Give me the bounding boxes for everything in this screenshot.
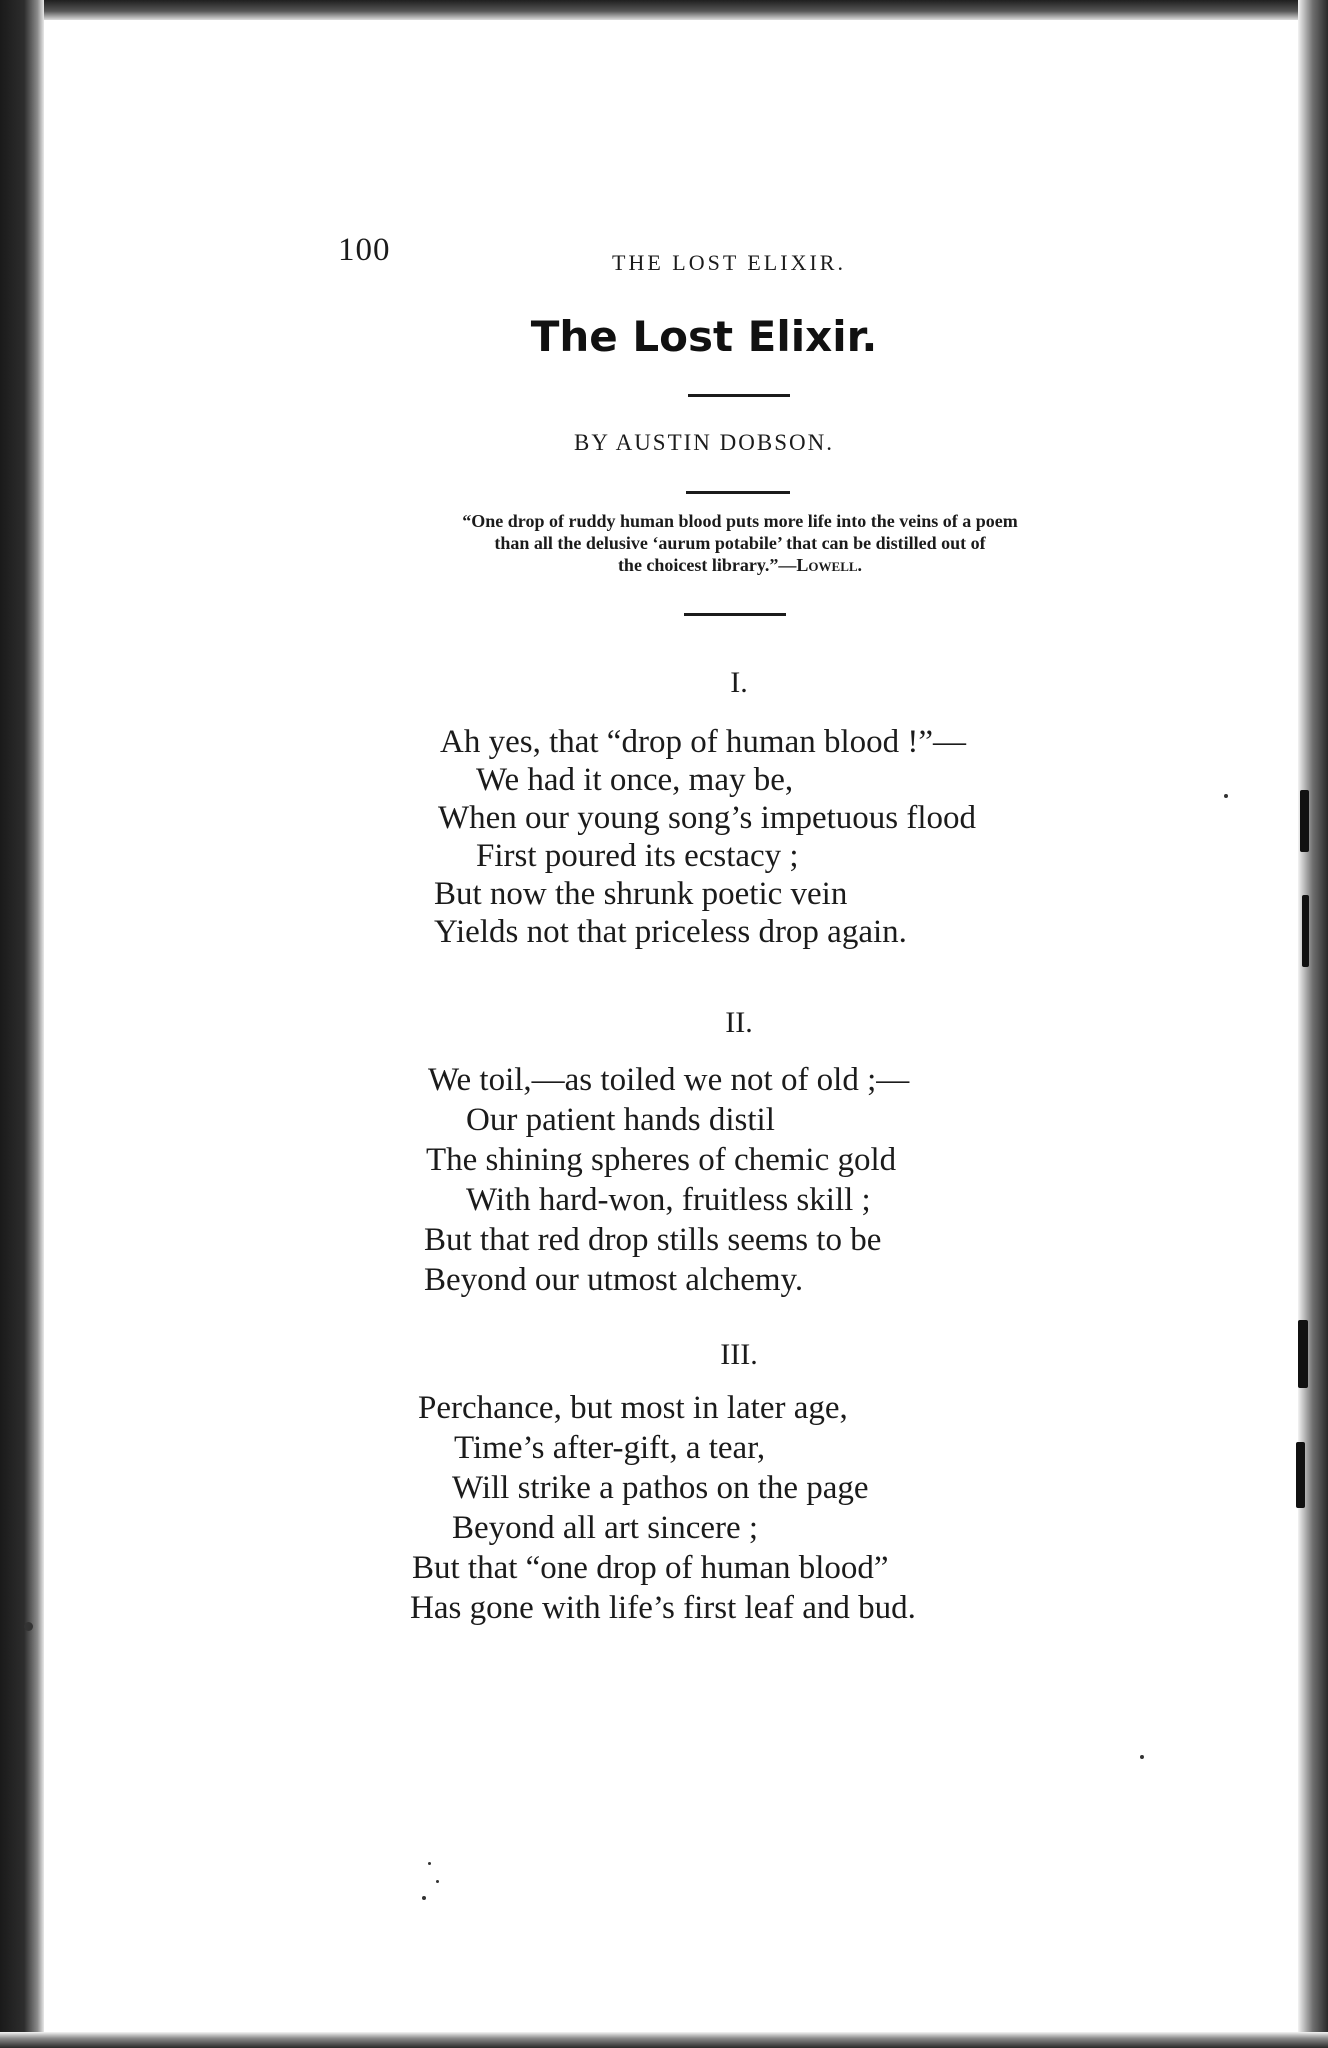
- verse-line: But that red drop stills seems to be: [424, 1222, 882, 1258]
- epigraph-line: “One drop of ruddy human blood puts more life into the veins of a poem: [462, 511, 1018, 531]
- verse-line: Time’s after-gift, a tear,: [454, 1430, 766, 1466]
- title-rule: [688, 394, 790, 397]
- verse-line: Perchance, but most in later age,: [418, 1390, 848, 1426]
- edge-mark: [1296, 1442, 1305, 1508]
- dust-speck: [1140, 1755, 1144, 1759]
- verse-line: We toil,—as toiled we not of old ;—: [428, 1062, 910, 1098]
- verse-line: But that “one drop of human blood”: [412, 1550, 889, 1586]
- epigraph-attribution: Lowell.: [796, 555, 863, 575]
- dust-speck: [428, 1862, 431, 1865]
- page-number: 100: [338, 232, 391, 268]
- dust-speck: [422, 1896, 426, 1900]
- running-head: THE LOST ELIXIR.: [612, 250, 846, 275]
- verse-line: Ah yes, that “drop of human blood !”—: [440, 724, 967, 760]
- scan-border-bottom: [0, 2032, 1328, 2048]
- verse-line: Our patient hands distil: [466, 1102, 775, 1138]
- edge-mark: [1300, 790, 1309, 852]
- verse-line: But now the shrunk poetic vein: [434, 876, 848, 912]
- scan-border-top: [0, 0, 1328, 20]
- edge-mark: [1302, 895, 1309, 967]
- stanza-numeral: II.: [725, 1006, 753, 1039]
- epigraph-line: [345, 554, 1135, 576]
- verse-line: The shining spheres of chemic gold: [426, 1142, 897, 1178]
- epigraph-line: than all the delusive ‘aurum potabile’ that can be distilled out of: [494, 533, 986, 553]
- poem-title: The Lost Elixir.: [530, 312, 878, 361]
- stanza-numeral: III.: [720, 1338, 758, 1371]
- verse-line: Beyond all art sincere ;: [452, 1510, 759, 1546]
- dust-speck: [1224, 794, 1228, 798]
- author-rule: [686, 491, 790, 494]
- stanza-numeral: I.: [730, 666, 748, 699]
- verse-line: Has gone with life’s first leaf and bud.: [410, 1590, 916, 1626]
- epigraph-text: the choicest library.”—: [617, 555, 797, 575]
- verse-line: Beyond our utmost alchemy.: [424, 1262, 804, 1298]
- verse-line: When our young song’s impetuous flood: [438, 800, 977, 836]
- verse-line: First poured its ecstacy ;: [476, 838, 799, 874]
- verse-line: Will strike a pathos on the page: [452, 1470, 869, 1506]
- dust-speck: [436, 1880, 439, 1883]
- author-byline: BY AUSTIN DOBSON.: [574, 430, 834, 455]
- dust-speck: [24, 1622, 33, 1631]
- verse-line: Yields not that priceless drop again.: [434, 914, 907, 950]
- verse-line: With hard-won, fruitless skill ;: [466, 1182, 871, 1218]
- epigraph-rule: [684, 613, 786, 616]
- epigraph: [345, 510, 1135, 576]
- verse-line: We had it once, may be,: [476, 762, 794, 798]
